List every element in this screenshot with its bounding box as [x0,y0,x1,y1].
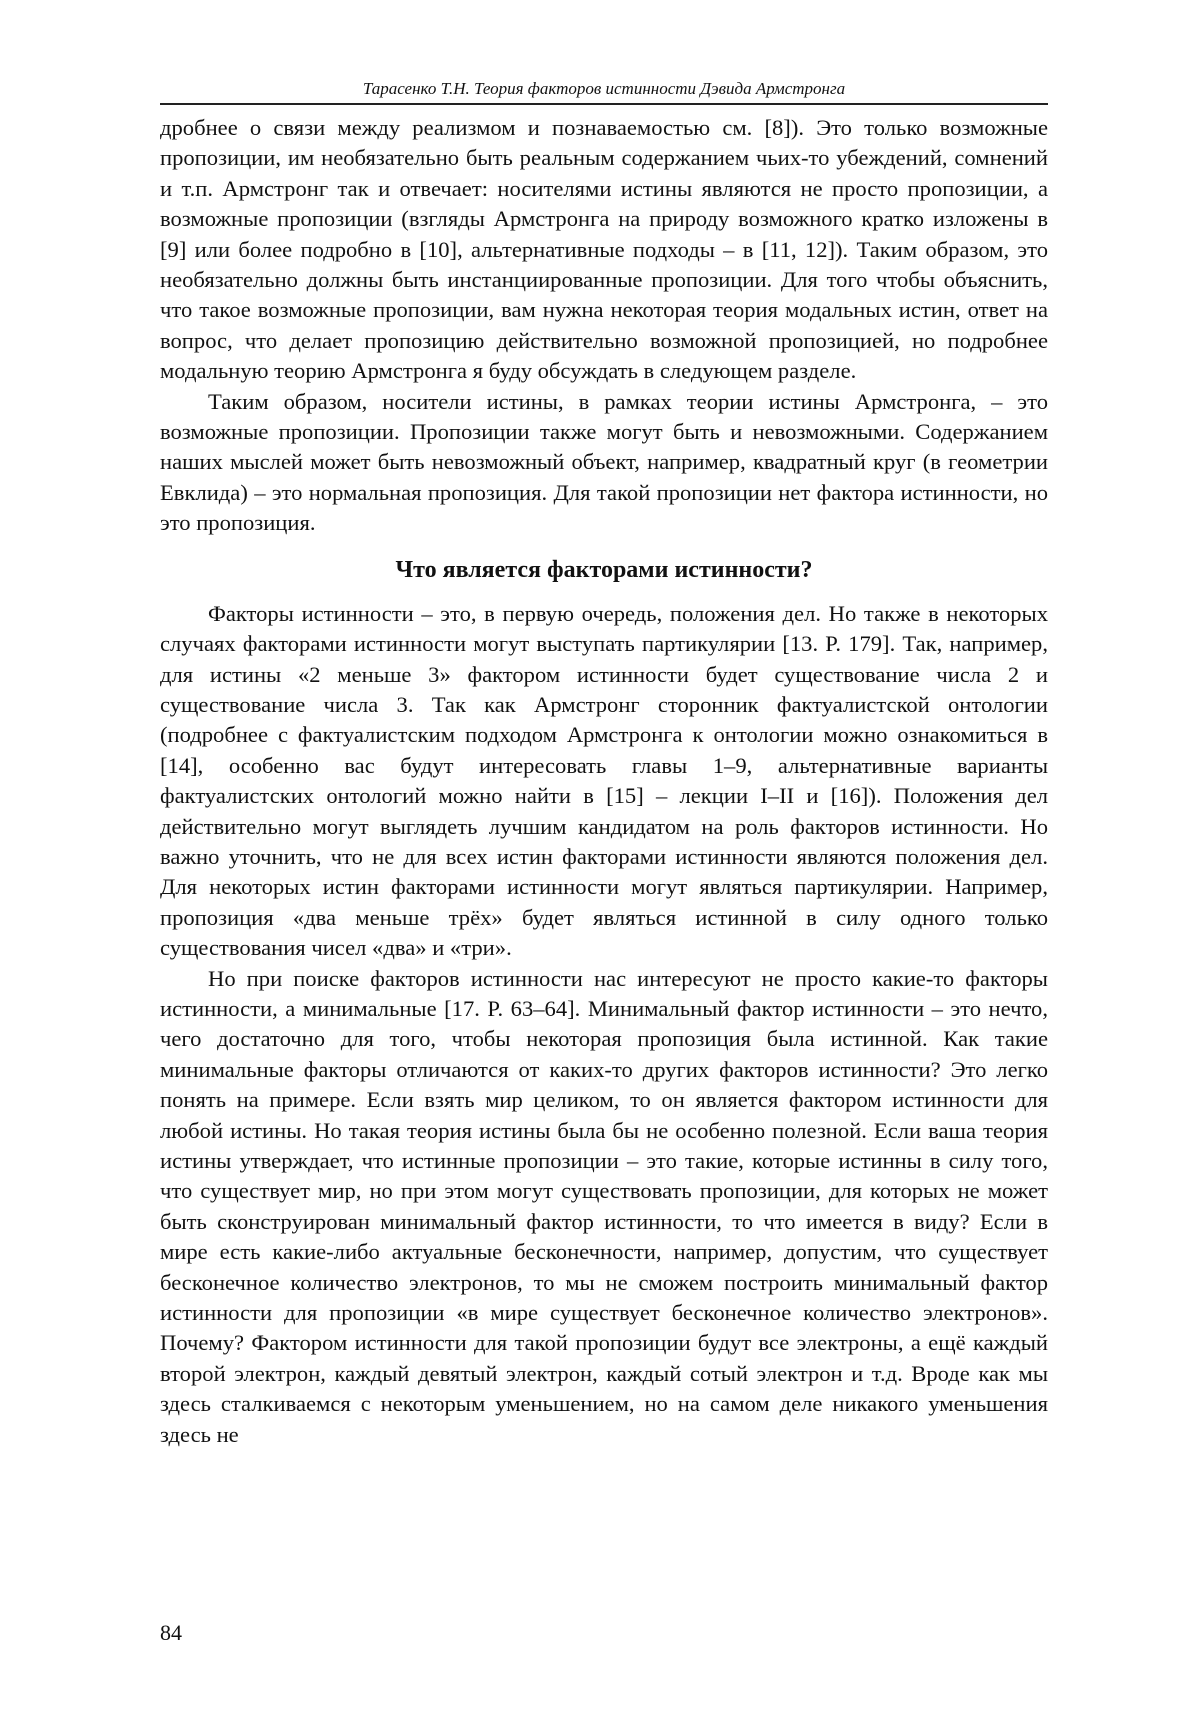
running-header: Тарасенко Т.Н. Теория факторов истинности Дэвида Армстронга [160,78,1048,105]
page-number: 84 [160,1620,182,1645]
paragraph: Факторы истинности – это, в первую очередь, положения дел. Но также в некоторых случаях факторами истинности могут выступать партикулярии [13. P. 179]. Так, например, для истины «2 меньше 3» фактором истинности будет существование числа 2 и существование числа 3. Так как Армстронг сторонник фактуалистской онтологии (подробнее с фактуалистским подходом Армстронга к онтологии можно ознакомиться в [14], особенно вас будут интересовать главы 1–9, альтернативные варианты фактуалистских онтологий можно найти в [15] – лекции I–II и [16]). Положения дел действительно могут выглядеть лучшим кандидатом на роль факторов истинности. Но важно уточнить, что не для всех истин факторами истинности являются положения дел. Для некоторых истин факторами истинности могут являться партикулярии. Например, пропозиция «два меньше трёх» будет являться истинной в силу одного только существования чисел «два» и «три». [160,600,1048,961]
paragraph-continued: дробнее о связи между реализмом и познаваемостью см. [8]). Это только возможные пропозиции, им необязательно быть реальным содержанием чьих-то убеждений, сомнений и т.п. Армстронг так и отвечает: носителями истины являются не просто пропозиции, а возможные пропозиции (взгляды Армстронга на природу возможного кратко изложены в [9] или более подробно в [10], альтернативные подходы – в [11, 12]). Таким образом, это необязательно должны быть инстанциированные пропозиции. Для того чтобы объяснить, что такое возможные пропозиции, вам нужна некоторая теория модальных истин, ответ на вопрос, что делает пропозицию действительно возможной пропозицией, но подробнее модальную теорию Армстронга я буду обсуждать в следующем разделе. [160,115,1048,384]
paragraph: Таким образом, носители истины, в рамках теории истины Армстронга, – это возможные пропозиции. Пропозиции также могут быть и невозможными. Содержанием наших мыслей может быть невозможный объект, например, квадратный круг (в геометрии Евклида) – это нормальная пропозиция. Для такой пропозиции нет фактора истинности, но это пропозиция. [160,388,1048,536]
body-text [160,113,1048,1450]
page-content [160,78,1048,1450]
paragraph: Но при поиске факторов истинности нас интересуют не просто какие-то факторы истинности, а минимальные [17. P. 63–64]. Минимальный фактор истинности – это нечто, чего достаточно для того, чтобы некоторая пропозиция была истинной. Как такие минимальные факторы отличаются от каких-то других факторов истинности? Это легко понять на примере. Если взять мир целиком, то он является фактором истинности для любой истины. Но такая теория истины была бы не особенно полезной. Если ваша теория истины утверждает, что истинные пропозиции – это такие, которые истинны в силу того, что существует мир, но при этом могут существовать пропозиции, для которых не может быть сконструирован минимальный фактор истинности, то что имеется в виду? Если в мире есть какие-либо актуальные бесконечности, например, допустим, что существует бесконечное количество электронов, то мы не сможем построить минимальный фактор истинности для пропозиции «в мире существует бесконечное количество электронов». Почему? Фактором истинности для такой пропозиции будут все электроны, а ещё каждый второй электрон, каждый девятый электрон, каждый сотый электрон и т.д. Вроде как мы здесь сталкиваемся с некоторым уменьшением, но на самом деле никакого уменьшения здесь не [160,965,1048,1447]
section-heading: Что является факторами истинности? [395,556,813,583]
